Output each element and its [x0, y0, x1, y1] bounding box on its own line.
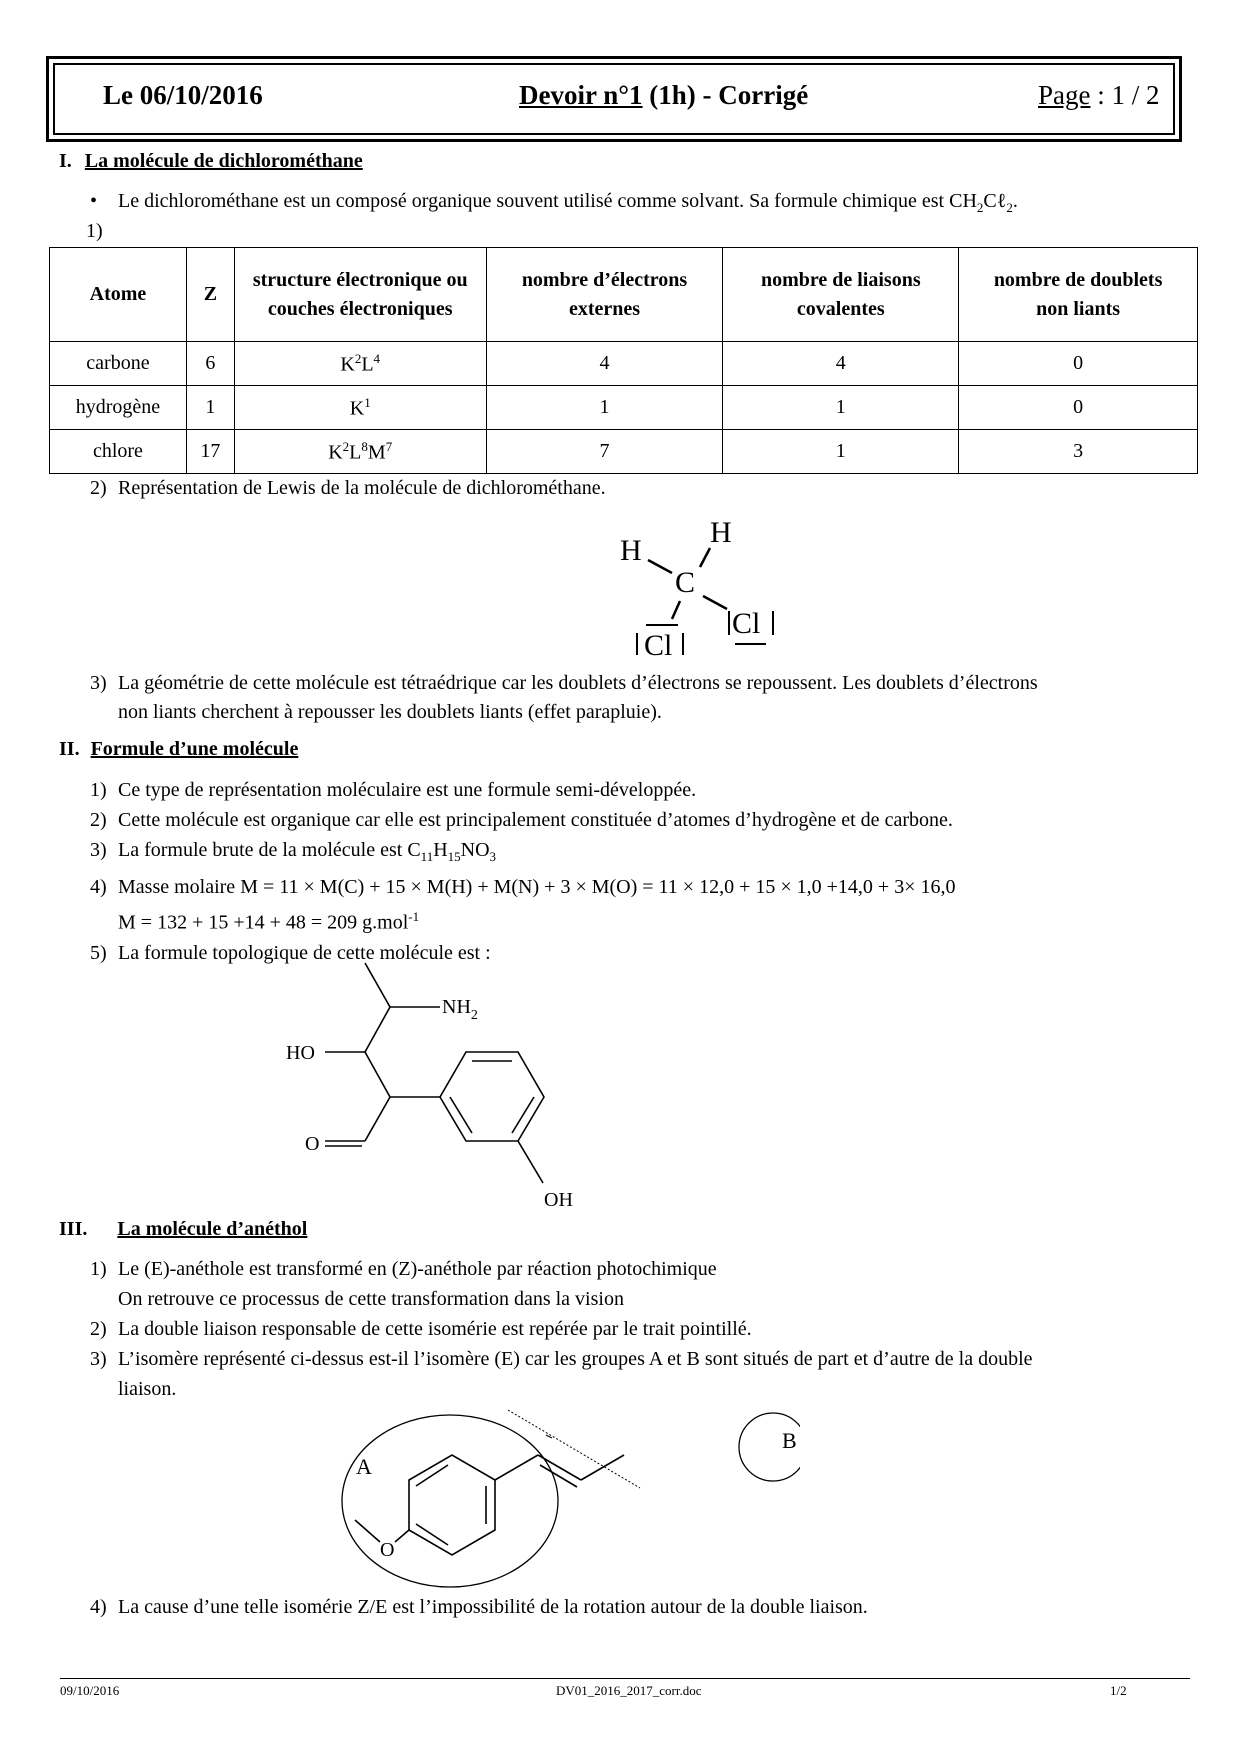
section3-heading [59, 1218, 307, 1241]
q-num: 2) [90, 477, 107, 499]
lewis-h2: H [710, 516, 732, 549]
q-text-cont: non liants cherchent à repousser les doublets liants (effet parapluie). [118, 701, 662, 723]
header-date: Le 06/10/2016 [103, 80, 263, 110]
footer-file: DV01_2016_2017_corr.doc [556, 1683, 702, 1698]
anethol-o: O [380, 1539, 395, 1561]
cell-non-liants: 0 [959, 342, 1198, 386]
section2-roman: II. [59, 738, 80, 760]
q-text: La formule topologique de cette molécule est : [118, 941, 491, 964]
lewis-structure [600, 505, 800, 670]
section1-q3 [90, 669, 1038, 727]
th-z: Z [186, 248, 234, 342]
cell-externes: 4 [486, 342, 723, 386]
section3-q4 [90, 1596, 868, 1619]
table-row [50, 430, 1198, 474]
q-text: La géométrie de cette molécule est tétraédrique car les doublets d’électrons se repoussent. Les doublets d’électrons [118, 672, 1038, 694]
section3-roman: III. [59, 1218, 88, 1240]
dotted-marker-line [546, 1435, 552, 1438]
lewis-c: C [675, 566, 696, 599]
header-title-rest: (1h) - Corrigé [642, 80, 809, 110]
label-b: B [782, 1428, 797, 1453]
footer-date: 09/10/2016 [60, 1683, 120, 1698]
topological-formula [280, 955, 600, 1215]
q-text: L’isomère représenté ci-dessus est-il l’isomère (E) car les groupes A et B sont situés de part et d’autre de la double [118, 1348, 1033, 1370]
struct-ke: 2 [354, 350, 362, 366]
q-num: 1) [90, 1258, 107, 1280]
bullet-end: . [1012, 190, 1018, 212]
bullet-sub2: 2 [1006, 200, 1013, 215]
section1-heading [59, 150, 363, 173]
cell-atome: hydrogène [50, 386, 187, 430]
bond-c-h2 [700, 548, 710, 567]
q-text-cont: M = 132 + 15 +14 + 48 = 209 g.mol [118, 911, 409, 934]
topo-nh2-sub: 2 [470, 1008, 478, 1023]
struct-le: 8 [361, 438, 368, 454]
struct-k: K [340, 353, 355, 376]
q-num: 4) [90, 876, 107, 898]
bullet-sub: 2 [976, 200, 984, 215]
q-text: La formule brute de la molécule est C [118, 839, 421, 861]
struct-l: L [349, 441, 362, 464]
q-num: 4) [90, 1596, 107, 1618]
struct-ke: 2 [342, 438, 350, 454]
struct-l: L [361, 353, 374, 376]
topo-oh: OH [544, 1189, 573, 1211]
q-num: 1) [90, 779, 107, 801]
cell-z: 1 [186, 386, 234, 430]
sub-h: 15 [447, 849, 461, 864]
q-text: Représentation de Lewis de la molécule de dichlorométhane. [118, 477, 606, 499]
bond-c-cl1 [672, 601, 680, 619]
section2-list [90, 775, 955, 968]
struct-le: 4 [373, 350, 381, 366]
q-text: Ce type de représentation moléculaire est une formule semi-développée. [118, 779, 697, 801]
th-atome: Atome [50, 248, 187, 342]
list-item [90, 902, 955, 938]
section1-q2 [90, 477, 606, 500]
formula-no: NO [460, 839, 490, 861]
cell-structure [234, 430, 486, 474]
table-row [50, 342, 1198, 386]
cell-covalentes: 1 [723, 386, 959, 430]
list-item [90, 1344, 1033, 1374]
sub-o: 3 [489, 849, 497, 864]
q-num: 2) [90, 1318, 107, 1340]
section1-q1: 1) [86, 220, 103, 242]
cell-atome: carbone [50, 342, 187, 386]
cell-z: 17 [186, 430, 234, 474]
sub-c: 11 [420, 849, 434, 864]
formula-h: H [433, 839, 448, 861]
cell-atome: chlore [50, 430, 187, 474]
q-num: 2) [90, 809, 107, 831]
q-text: La cause d’une telle isomérie Z/E est l’impossibilité de la rotation autour de la double liaison. [118, 1596, 868, 1618]
atom-table [49, 247, 1198, 474]
cell-covalentes: 4 [723, 342, 959, 386]
section1-bullet [90, 190, 1018, 216]
cell-covalentes: 1 [723, 430, 959, 474]
struct-k: K [328, 441, 343, 464]
bullet-tail: Cℓ [983, 190, 1007, 212]
q-num: 5) [90, 941, 107, 964]
section3-list-a [90, 1254, 1033, 1404]
th-structure: structure électronique ou couches électroniques [234, 248, 486, 342]
cell-externes: 7 [486, 430, 723, 474]
section1-roman: I. [59, 150, 72, 172]
header-page-value: : 1 / 2 [1090, 80, 1160, 110]
q-num: 3) [90, 672, 107, 694]
list-item [90, 775, 955, 805]
th-non-liants: nombre de doublets non liants [959, 248, 1198, 342]
cell-structure [234, 386, 486, 430]
q-text: La double liaison responsable de cette isomérie est repérée par le trait pointillé. [118, 1318, 752, 1340]
struct-m: M [367, 441, 386, 464]
section2-title: Formule d’une molécule [90, 738, 299, 760]
cell-z: 6 [186, 342, 234, 386]
header-title-devoir: Devoir n°1 [519, 80, 643, 110]
list-item [90, 835, 955, 872]
lewis-h1: H [620, 534, 642, 567]
bullet-icon: • [90, 190, 98, 212]
label-a: A [356, 1454, 372, 1479]
bond-c-cl2 [703, 596, 727, 609]
list-item: On retrouve ce processus de cette transformation dans la vision [118, 1288, 624, 1310]
q-text: Masse molaire M = 11 × M(C) + 15 × M(H) + M(N) + 3 × M(O) = 11 × 12,0 + 15 × 1,0 +14,0 + 3× 16,0 [118, 876, 956, 898]
list-item [90, 805, 955, 835]
anethol-structure [340, 1400, 800, 1600]
table-row [50, 386, 1198, 430]
list-item [90, 1254, 1033, 1284]
topo-nh2 [442, 996, 478, 1023]
section2-heading [59, 738, 298, 761]
struct-me: 7 [385, 438, 393, 454]
bullet-text: Le dichlorométhane est un composé organique souvent utilisé comme solvant. Sa formule chimique est CH [118, 190, 977, 212]
header-page-label: Page [1038, 80, 1091, 110]
lewis-cl2: Cl [732, 607, 761, 640]
header-title [519, 80, 808, 111]
list-item [90, 1314, 1033, 1344]
q-text: Cette molécule est organique car elle est principalement constituée d’atomes d’hydrogène et de carbone. [118, 809, 953, 831]
topo-o: O [305, 1133, 320, 1155]
cell-externes: 1 [486, 386, 723, 430]
section1-title: La molécule de dichlorométhane [84, 150, 363, 172]
sup-exp: -1 [408, 909, 420, 924]
struct-k: K [349, 397, 365, 420]
topo-ho: HO [286, 1042, 315, 1064]
cell-structure [234, 342, 486, 386]
skeleton-bonds [325, 963, 544, 1183]
q-num: 3) [90, 1348, 107, 1370]
q-num: 3) [90, 839, 107, 861]
section3-title: La molécule d’anéthol [117, 1218, 308, 1240]
list-item: liaison. [118, 1378, 177, 1400]
group-a-ellipse [342, 1415, 558, 1587]
cell-non-liants: 0 [959, 386, 1198, 430]
anethol-bonds [355, 1455, 624, 1555]
q-text: Le (E)-anéthole est transformé en (Z)-anéthole par réaction photochimique [118, 1258, 717, 1280]
footer-page: 1/2 [1110, 1683, 1127, 1698]
th-externes: nombre d’électrons externes [486, 248, 723, 342]
topo-nh2-text: NH [442, 996, 471, 1018]
footer-divider [60, 1678, 1190, 1679]
list-item [90, 872, 955, 902]
cell-non-liants: 3 [959, 430, 1198, 474]
header-page [1038, 80, 1160, 111]
bond-c-h1 [648, 560, 672, 573]
lewis-cl1: Cl [644, 629, 673, 662]
struct-ke: 1 [364, 394, 371, 410]
table-header-row [50, 248, 1198, 342]
th-covalentes: nombre de liaisons covalentes [723, 248, 959, 342]
